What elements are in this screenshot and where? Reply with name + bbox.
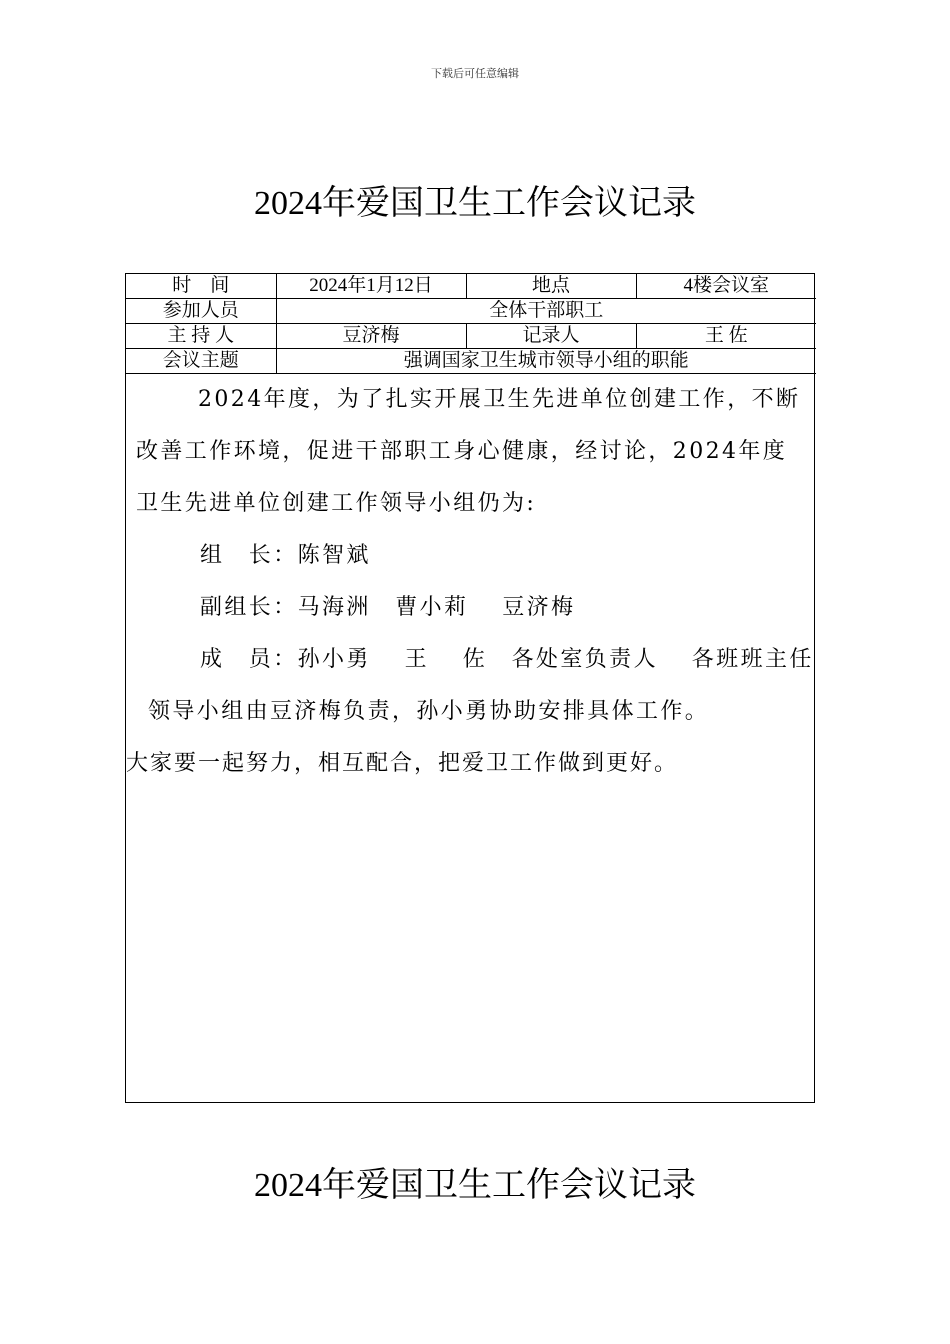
leader-line: 组 长：陈智斌 [200, 543, 371, 568]
host-label: 主 持 人 [126, 324, 276, 349]
attendees-row [126, 299, 816, 324]
header-note: 下载后可任意编辑 [431, 67, 519, 80]
recorder-label: 记录人 [466, 324, 636, 349]
topic-label: 会议主题 [126, 349, 276, 374]
time-value: 2024年1月12日 [276, 274, 466, 299]
time-row [126, 274, 816, 299]
meeting-content [126, 374, 814, 790]
next-page-title: 2024年爱国卫生工作会议记录 [254, 1167, 696, 1204]
host-row [126, 324, 816, 349]
intro-paragraph: 2024年度，为了扎实开展卫生先进单位创建工作，不断改善工作环境，促进干部职工身心健康，经讨论，2024年度卫生先进单位创建工作领导小组仍为: [136, 387, 801, 516]
deputy-line: 副组长：马海洲 曹小莉 豆济梅 [200, 595, 576, 620]
meeting-record-table [125, 273, 815, 1103]
topic-row [126, 349, 816, 374]
meeting-meta-table [126, 274, 816, 374]
attendees-label: 参加人员 [126, 299, 276, 324]
place-value: 4楼会议室 [636, 274, 816, 299]
topic-value: 强调国家卫生城市领导小组的职能 [276, 349, 816, 374]
time-label: 时 间 [126, 274, 276, 299]
document-title: 2024年爱国卫生工作会议记录 [254, 185, 696, 222]
closing-line: 大家要一起努力，相互配合，把爱卫工作做到更好。 [126, 751, 679, 776]
members-line: 成 员：孙小勇 王 佐 各处室负责人 各班班主任 [200, 647, 814, 672]
attendees-value: 全体干部职工 [276, 299, 816, 324]
place-label: 地点 [466, 274, 636, 299]
recorder-value: 王 佐 [636, 324, 816, 349]
responsibility-line: 领导小组由豆济梅负责，孙小勇协助安排具体工作。 [148, 699, 710, 724]
host-value: 豆济梅 [276, 324, 466, 349]
